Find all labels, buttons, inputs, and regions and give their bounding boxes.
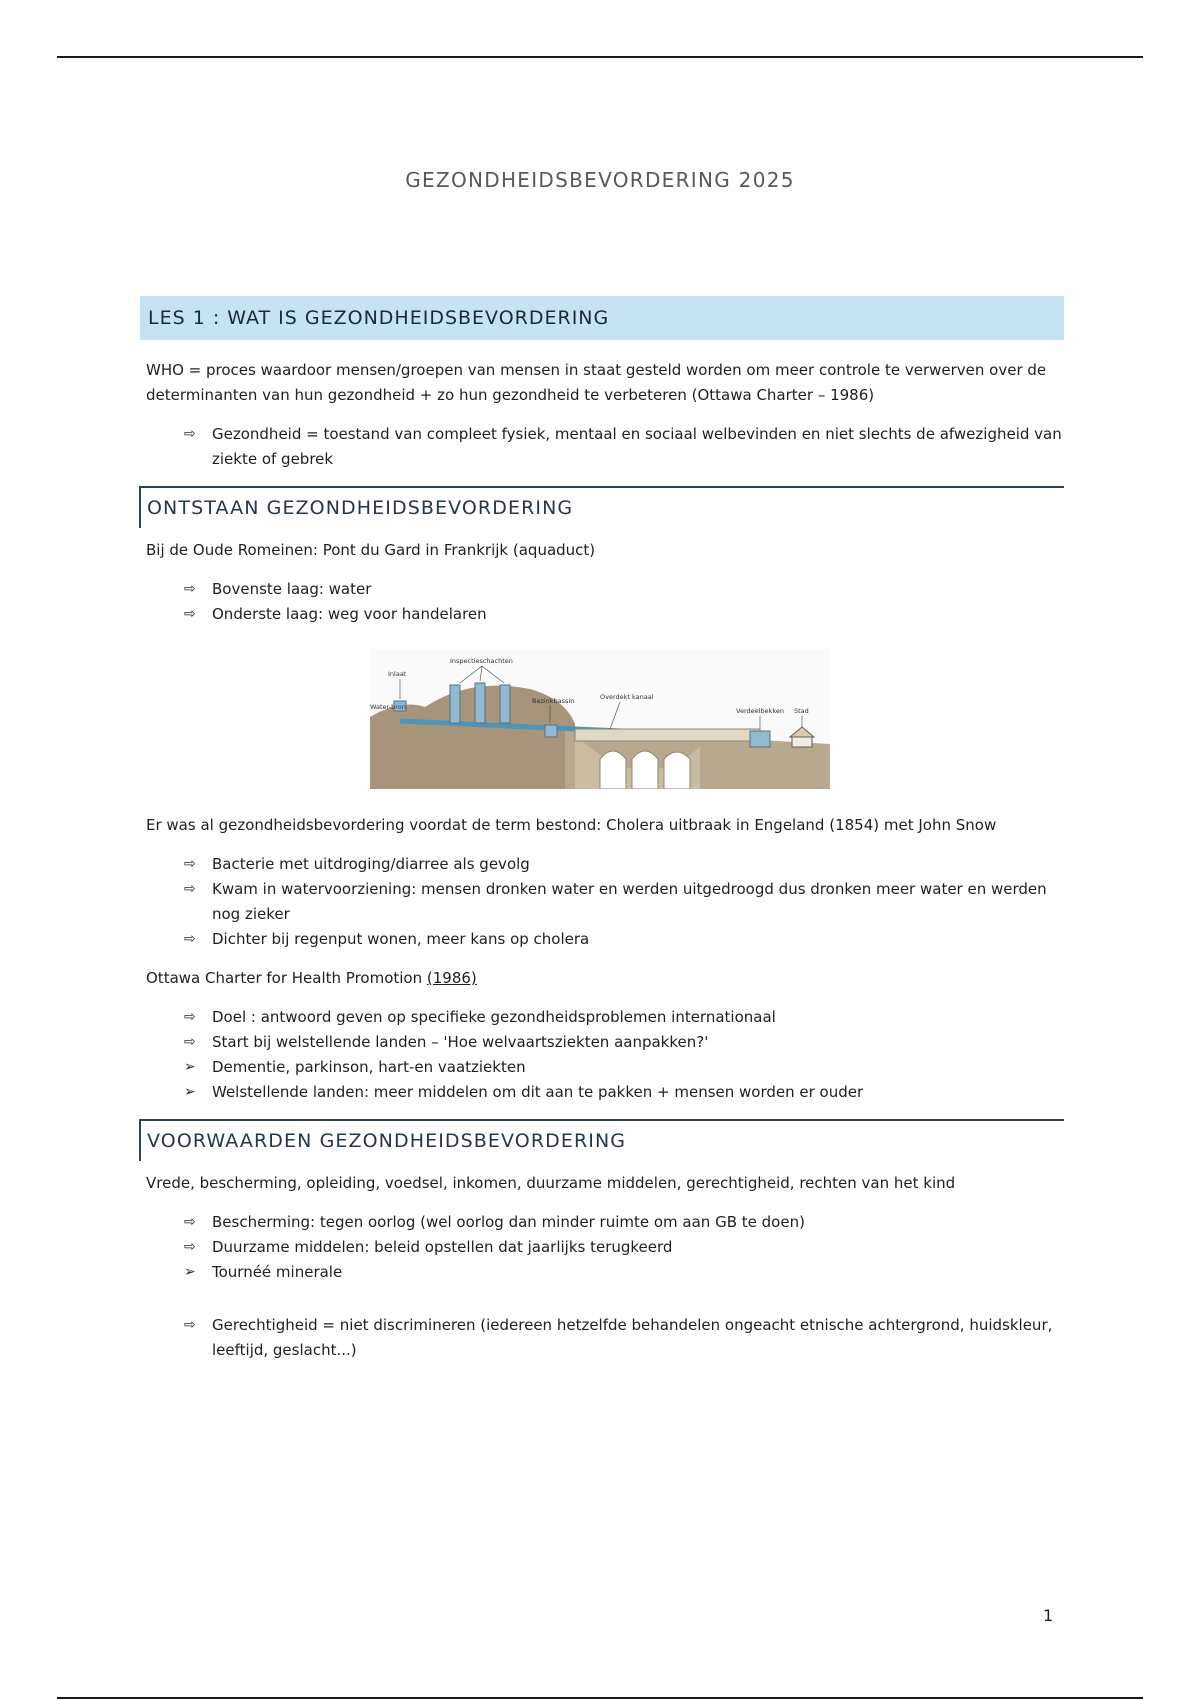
header-rule bbox=[57, 56, 1143, 58]
list-item: ➢ Welstellende landen: meer middelen om dit aan te pakken + mensen worden er ouder bbox=[184, 1080, 1064, 1105]
list-item: ⇨ Duurzame middelen: beleid opstellen dat jaarlijks terugkeerd bbox=[184, 1235, 1064, 1260]
list-item: ⇨ Onderste laag: weg voor handelaren bbox=[184, 602, 1064, 627]
document-title: GEZONDHEIDSBEVORDERING 2025 bbox=[405, 168, 795, 192]
label-waterbron: Water-bron bbox=[370, 703, 406, 711]
list-item: ⇨ Bescherming: tegen oorlog (wel oorlog dan minder ruimte om aan GB te doen) bbox=[184, 1210, 1064, 1235]
arrow-bullet-icon: ⇨ bbox=[184, 426, 196, 442]
ottawa-charter-text: Ottawa Charter for Health Promotion (1986) bbox=[146, 969, 477, 987]
heading-les1: LES 1 : WAT IS GEZONDHEIDSBEVORDERING bbox=[140, 296, 1064, 340]
cholera-text: Er was al gezondheidsbevordering voordat de term bestond: Cholera uitbraak in Engeland (1854) met John Snow bbox=[146, 816, 997, 834]
label-stad: Stad bbox=[794, 707, 809, 715]
triangle-bullet-icon: ➢ bbox=[184, 1264, 196, 1280]
list-item: ⇨ Bovenste laag: water bbox=[184, 577, 1064, 602]
label-verdeelbekken: Verdeelbekken bbox=[736, 707, 784, 715]
list-item: ⇨ Gezondheid = toestand van compleet fysiek, mentaal en sociaal welbevinden en niet slechts de afwezigheid van ziekte of gebrek bbox=[184, 422, 1064, 472]
arrow-bullet-icon: ⇨ bbox=[184, 1034, 196, 1050]
arrow-bullet-icon: ⇨ bbox=[184, 1009, 196, 1025]
label-inspectieschachten: Inspectieschachten bbox=[450, 657, 513, 665]
footer-rule bbox=[57, 1697, 1143, 1699]
romeinen-text: Bij de Oude Romeinen: Pont du Gard in Frankrijk (aquaduct) bbox=[146, 541, 596, 559]
list-item: ➢ Dementie, parkinson, hart-en vaatziekten bbox=[184, 1055, 1064, 1080]
voorwaarden-text: Vrede, bescherming, opleiding, voedsel, inkomen, duurzame middelen, gerechtigheid, rechten van het kind bbox=[146, 1174, 956, 1192]
arrow-bullet-icon: ⇨ bbox=[184, 931, 196, 947]
arrow-bullet-icon: ⇨ bbox=[184, 1239, 196, 1255]
aquaduct-bullet-list bbox=[140, 577, 1064, 627]
ottawa-bullet-list bbox=[140, 1005, 1064, 1105]
list-item: ⇨ Kwam in watervoorziening: mensen dronken water en werden uitgedroogd dus dronken meer water en werden nog zieker bbox=[184, 877, 1064, 927]
list-item: ⇨ Start bij welstellende landen – 'Hoe welvaartsziekten aanpakken?' bbox=[184, 1030, 1064, 1055]
label-bezinkbassin: Bezinkbassin bbox=[532, 697, 575, 705]
ottawa-year: (1986) bbox=[426, 969, 477, 987]
page-content bbox=[140, 296, 1064, 1377]
arrow-bullet-icon: ⇨ bbox=[184, 856, 196, 872]
heading-voorwaarden: VOORWAARDEN GEZONDHEIDSBEVORDERING bbox=[139, 1119, 1064, 1161]
arrow-bullet-icon: ⇨ bbox=[184, 606, 196, 622]
arrow-bullet-icon: ⇨ bbox=[184, 1214, 196, 1230]
triangle-bullet-icon: ➢ bbox=[184, 1084, 196, 1100]
gerechtigheid-bullet-list bbox=[140, 1313, 1064, 1363]
label-inlaat: Inlaat bbox=[388, 670, 407, 678]
list-item: ⇨ Gerechtigheid = niet discrimineren (iedereen hetzelfde behandelen ongeacht etnische achtergrond, huidskleur, leeftijd, geslacht...) bbox=[184, 1313, 1064, 1363]
voorwaarden-bullet-list bbox=[140, 1210, 1064, 1285]
list-item: ⇨ Bacterie met uitdroging/diarree als gevolg bbox=[184, 852, 1064, 877]
triangle-bullet-icon: ➢ bbox=[184, 1059, 196, 1075]
page-number: 1 bbox=[1043, 1606, 1054, 1625]
arrow-bullet-icon: ⇨ bbox=[184, 881, 196, 897]
aqueduct-diagram bbox=[370, 649, 830, 789]
list-item: ⇨ Dichter bij regenput wonen, meer kans op cholera bbox=[184, 927, 1064, 952]
list-item: ➢ Tournéé minerale bbox=[184, 1260, 1064, 1285]
arrow-bullet-icon: ⇨ bbox=[184, 1317, 196, 1333]
heading-ontstaan: ONTSTAAN GEZONDHEIDSBEVORDERING bbox=[139, 486, 1064, 528]
arrow-bullet-icon: ⇨ bbox=[184, 581, 196, 597]
list-item: ⇨ Doel : antwoord geven op specifieke gezondheidsproblemen internationaal bbox=[184, 1005, 1064, 1030]
les1-bullet-list bbox=[140, 422, 1064, 472]
who-definition: WHO = proces waardoor mensen/groepen van mensen in staat gesteld worden om meer controle te verwerven over de determinanten van hun gezondheid + zo hun gezondheid te verbeteren (Ottawa Charter – 1986) bbox=[146, 361, 1047, 404]
label-overdekt-kanaal: Overdekt kanaal bbox=[600, 693, 654, 701]
cholera-bullet-list bbox=[140, 852, 1064, 952]
